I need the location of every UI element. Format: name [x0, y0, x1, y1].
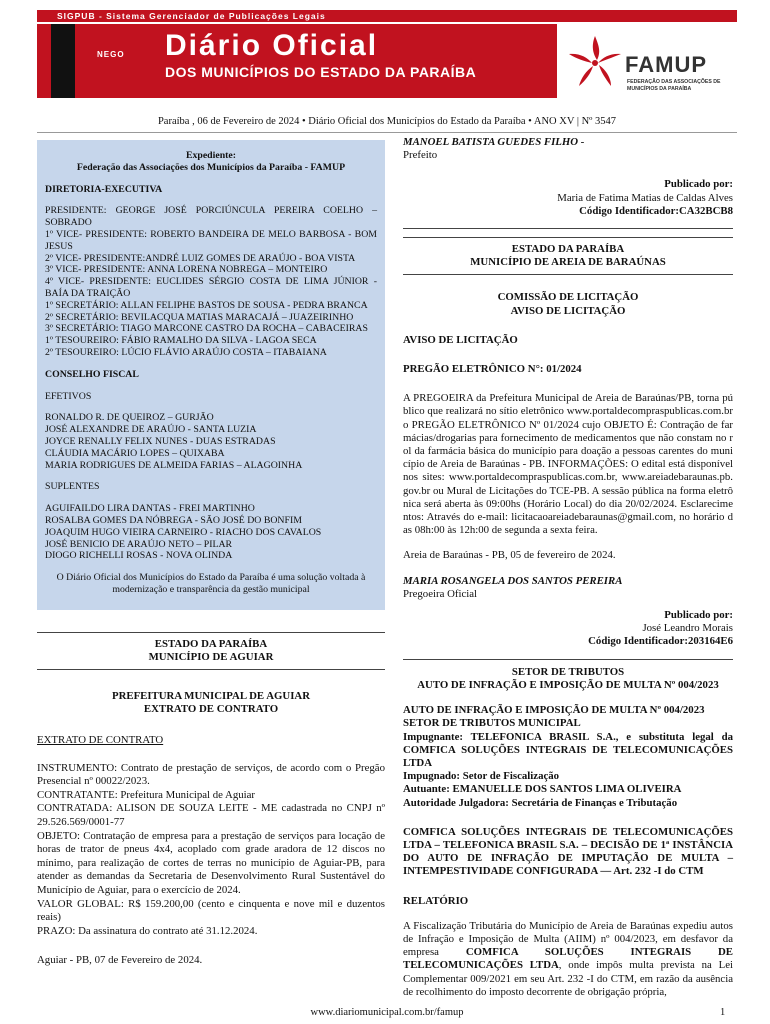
pregao-heading: PREGÃO ELETRÔNICO N°: 01/2024	[403, 363, 582, 376]
published-by-label: Publicado por:	[664, 609, 733, 622]
diretoria-item: 3º VICE- PRESIDENTE: ANNA LORENA NOBREGA – MONTEIRO	[45, 264, 328, 276]
relatorio-text: , onde impôs multa prevista na Lei Complementar 009/2021 em seu Art. 232 -I do CTM, em razão da ausência de recolhimento do imposto decorrente de obrigação própria,	[403, 959, 733, 998]
efetivo-item: JOSÉ ALEXANDRE DE ARAÚJO - SANTA LUZIA	[45, 424, 257, 436]
diretoria-item: 2º SECRETÁRIO: BEVILACQUA MATIAS MARACAJÁ – JUAZEIRINHO	[45, 311, 354, 323]
signer-role: Prefeito	[403, 149, 438, 162]
aguiar-place-date: Aguiar - PB, 07 de Fevereiro de 2024.	[37, 954, 203, 967]
efetivo-item: JOYCE RENALLY FELIX NUNES - DUAS ESTRADAS	[45, 435, 276, 447]
aviso-heading: AVISO DE LICITAÇÃO	[403, 333, 518, 346]
diretoria-list	[45, 205, 377, 358]
areia-municipality: MUNICÍPIO DE AREIA DE BARAÚNAS	[470, 256, 666, 269]
famup-star-icon	[565, 32, 625, 92]
signer-name: MANOEL BATISTA GUEDES FILHO -	[403, 136, 585, 148]
aguiar-section-header	[37, 632, 385, 670]
efetivo-item: MARIA RODRIGUES DE ALMEIDA FARIAS – ALAGOINHA	[45, 459, 303, 471]
auto-heading	[403, 704, 733, 810]
suplente-item: AGUIFAILDO LIRA DANTAS - FREI MARTINHO	[45, 503, 255, 515]
pregoeira-name: MARIA ROSANGELA DOS SANTOS PEREIRA	[403, 574, 623, 587]
aguiar-prefeitura: PREFEITURA MUNICIPAL DE AGUIAR	[111, 689, 311, 702]
efetivo-item: RONALDO R. DE QUEIROZ – GURJÃO	[45, 412, 214, 424]
section-divider	[403, 659, 733, 660]
header-divider	[37, 132, 737, 133]
famup-logo	[565, 24, 737, 102]
efetivos-list	[45, 412, 377, 471]
extrato-line: INSTRUMENTO: Contrato de prestação de serviços, de acordo com o Pregão Presencial nº 00022/2023.	[37, 761, 385, 788]
extrato-line: CONTRATADA: ALISON DE SOUZA LEITE - ME cadastrada no CNPJ nº 29.526.569/0001-77	[37, 802, 385, 829]
diretoria-item: 2º VICE- PRESIDENTE:ANDRÉ LUIZ GOMES DE ARAÚJO - BOA VISTA	[45, 252, 356, 264]
auto-heading-line: AUTO DE INFRAÇÃO E IMPOSIÇÃO DE MULTA Nº 004/2023	[403, 704, 705, 717]
banner-black-stripe	[51, 24, 75, 98]
tributos-line: AUTO DE INFRAÇÃO E IMPOSIÇÃO DE MULTA Nº 004/2023	[417, 678, 719, 691]
tributos-line: SETOR DE TRIBUTOS	[511, 665, 625, 678]
expediente-box	[37, 140, 385, 610]
diretoria-item: 1º TESOUREIRO: FÁBIO RAMALHO DA SILVA - LAGOA SECA	[45, 335, 317, 347]
banner-red-stripe	[75, 24, 93, 98]
page-number: 1	[720, 1007, 726, 1018]
relatorio-heading: RELATÓRIO	[403, 894, 469, 907]
extrato-body	[37, 762, 385, 939]
areia-place-date: Areia de Baraúnas - PB, 05 de fevereiro de 2024.	[403, 549, 616, 562]
diretoria-item: PRESIDENTE: GEORGE JOSÉ PORCIÚNCULA PEREIRA COELHO – SOBRADO	[45, 205, 377, 229]
decisao-summary: COMFICA SOLUÇÕES INTEGRAIS DE TELECOMUNICAÇÕES LTDA – TELEFONICA BRASIL S.A. – DECISÃO DE 1ª INSTÂNCIA DO AUTO DE INFRAÇÃO DE IMPUTAÇÃO DE MULTA – INTEMPESTIVIDADE CONFIGURADA — Art. 232 -I do CTM	[403, 825, 733, 878]
expediente-note: O Diário Oficial dos Municípios do Estado da Paraíba é uma solução voltada à modernização e transparência da gestão municipal	[56, 572, 366, 595]
suplente-item: JOSÉ BENICIO DE ARAÚJO NETO – PILAR	[45, 538, 233, 550]
auto-heading-line: SETOR DE TRIBUTOS MUNICIPAL	[403, 717, 581, 730]
issue-dateline: Paraíba , 06 de Fevereiro de 2024 • Diário Oficial dos Municípios do Estado da Paraíba • ANO XV | Nº 3547	[157, 116, 617, 127]
relatorio-company: COMFICA SOLUÇÕES INTEGRAIS DE TELECOMUNICAÇÕES LTDA	[403, 946, 734, 972]
relatorio-body	[403, 920, 733, 999]
publication-block	[403, 178, 733, 218]
diretoria-item: 3º SECRETÁRIO: TIAGO MARCONE CASTRO DA ROCHA – CABACEIRAS	[45, 323, 368, 335]
expediente-heading: Expediente:	[185, 150, 237, 161]
areia-state: ESTADO DA PARAÍBA	[511, 243, 625, 256]
impugnado: Impugnado: Setor de Fiscalização	[403, 770, 560, 783]
publication-block	[403, 609, 733, 649]
diretoria-item: 4º VICE- PRESIDENTE: EUCLIDES SÉRGIO COSTA DE LIMA JÚNIOR - BAÍA DA TRAIÇÃO	[45, 276, 377, 299]
tributos-header	[403, 666, 733, 692]
impugnante: Impugnante: TELEFONICA BRASIL S.A., e substituta legal da COMFICA SOLUÇÕES INTEGRAIS DE TELECOMUNICAÇÕES LTDA	[403, 730, 733, 769]
famup-logo-subtitle: FEDERAÇÃO DAS ASSOCIAÇÕES DE MUNICÍPIOS DA PARAÍBA	[627, 79, 721, 92]
right-column	[403, 136, 733, 999]
published-by-name: Maria de Fatima Matias de Caldas Alves	[557, 191, 733, 204]
suplentes-label: SUPLENTES	[45, 481, 100, 493]
conselho-label: CONSELHO FISCAL	[45, 368, 139, 380]
diretoria-item: 2º TESOUREIRO: LÚCIO FLÁVIO ARAÚJO COSTA – ITABAIANA	[45, 346, 327, 358]
left-column	[37, 140, 385, 968]
diretoria-item: 1º VICE- PRESIDENTE: ROBERTO BANDEIRA DE MELO BARBOSA - BOM JESUS	[45, 228, 377, 252]
identifier-code: Código Identificador:203164E6	[588, 635, 733, 648]
aguiar-municipality: MUNICÍPIO DE AGUIAR	[148, 650, 274, 663]
pregao-body: A PREGOEIRA da Prefeitura Municipal de Areia de Baraúnas/PB, torna público que realizará no sítio eletrônico www.portaldecompraspublicas.com.br o PREGÃO ELETRÔNICO Nº 01/2024 cujo OBJETO É: Contração de farmácias/drogarias para fornecimento de medicamentos que não constam no rol da farmácia básica do município para doação a pessoas carentes do município de Areia de Baraúnas - PB. INFORMAÇÕES: O edital está disponível nos sites: www.portaldecompraspublicas.com.br, www.areiadebaraunas.pb.gov.br ou Mural de Licitações do TCE-PB. A sessão pública na forma eletrônica será aberta às 09:00hs (Horário Local) do dia 20/02/2024. Esclarecimentos: Através do e-mail: licitacaoareiadebaraunas@gmail.com, no horário das 08h:00 às 12h:00 de segunda a sexta feira.	[403, 392, 733, 537]
sigpub-bar	[37, 10, 737, 22]
efetivos-label: EFETIVOS	[45, 390, 92, 402]
extrato-line: VALOR GLOBAL: R$ 159.200,00 (cento e cinquenta e nove mil e duzentos reais)	[37, 897, 385, 924]
comissao-title	[403, 291, 733, 317]
autoridade: Autoridade Julgadora: Secretária de Finanças e Tributação	[403, 796, 678, 809]
identifier-code: Código Identificador:CA32BCB8	[579, 204, 733, 217]
published-by-label: Publicado por:	[664, 178, 733, 191]
relatorio-text: A Fiscalização Tributária do Município de Areia de Baraúnas expediu autos de Infração e Imposição de Multa (AIIM) nº 004/2023, em desfavor da empresa	[403, 919, 733, 959]
comissao-line: COMISSÃO DE LICITAÇÃO	[497, 291, 639, 304]
suplente-item: ROSALBA GOMES DA NÓBREGA - SÃO JOSÉ DO BONFIM	[45, 514, 302, 526]
suplente-item: JOAQUIM HUGO VIEIRA CARNEIRO - RIACHO DOS CAVALOS	[45, 526, 322, 538]
pregoeira-role: Pregoeira Oficial	[403, 587, 478, 600]
suplentes-list	[45, 503, 377, 562]
journal-subtitle: DOS MUNICÍPIOS DO ESTADO DA PARAÍBA	[165, 64, 477, 80]
extrato-heading: EXTRATO DE CONTRATO	[37, 733, 164, 746]
sigpub-text: SIGPUB - Sistema Gerenciador de Publicações Legais	[57, 11, 326, 21]
comissao-line: AVISO DE LICITAÇÃO	[510, 304, 626, 317]
published-by-name: José Leandro Morais	[642, 622, 733, 635]
extrato-line: OBJETO: Contratação de empresa para a prestação de serviços para locação de horas de trator de pneus 4x4, acoplado com grade aradora de 12 discos no mínimo, para realização de cortes de terras no município de Aguiar-PB, para atender as demandas da Secretaria de Desenvolvimento Rural Sustentável do Município de Aguiar, para o exercício de 2024.	[37, 829, 385, 897]
diretoria-item: 1º SECRETÁRIO: ALLAN FELIPHE BASTOS DE SOUSA - PEDRA BRANCA	[45, 299, 368, 311]
aguiar-state: ESTADO DA PARAÍBA	[154, 637, 268, 650]
efetivo-item: CLÁUDIA MACÁRIO LOPES – QUIXABA	[45, 447, 225, 459]
areia-section-header	[403, 237, 733, 275]
autuante: Autuante: EMANUELLE DOS SANTOS LIMA OLIVEIRA	[403, 783, 682, 796]
nego-tag: NEGO	[97, 50, 125, 59]
aguiar-extrato-title: EXTRATO DE CONTRATO	[143, 702, 279, 715]
famup-logo-name: FAMUP	[625, 52, 707, 77]
extrato-line: PRAZO: Da assinatura do contrato até 31.12.2024.	[37, 924, 258, 937]
suplente-item: DIOGO RICHELLI ROSAS - NOVA OLINDA	[45, 550, 233, 562]
journal-title: Diário Oficial	[165, 29, 379, 62]
extrato-line: CONTRATANTE: Prefeitura Municipal de Aguiar	[37, 788, 256, 801]
diretoria-label: DIRETORIA-EXECUTIVA	[45, 183, 163, 195]
masthead	[37, 10, 737, 102]
section-divider	[403, 228, 733, 229]
footer-url[interactable]: www.diariomunicipal.com.br/famup	[310, 1007, 464, 1018]
expediente-federation: Federação das Associações dos Municípios da Paraíba - FAMUP	[76, 161, 346, 173]
aguiar-title	[37, 690, 385, 716]
